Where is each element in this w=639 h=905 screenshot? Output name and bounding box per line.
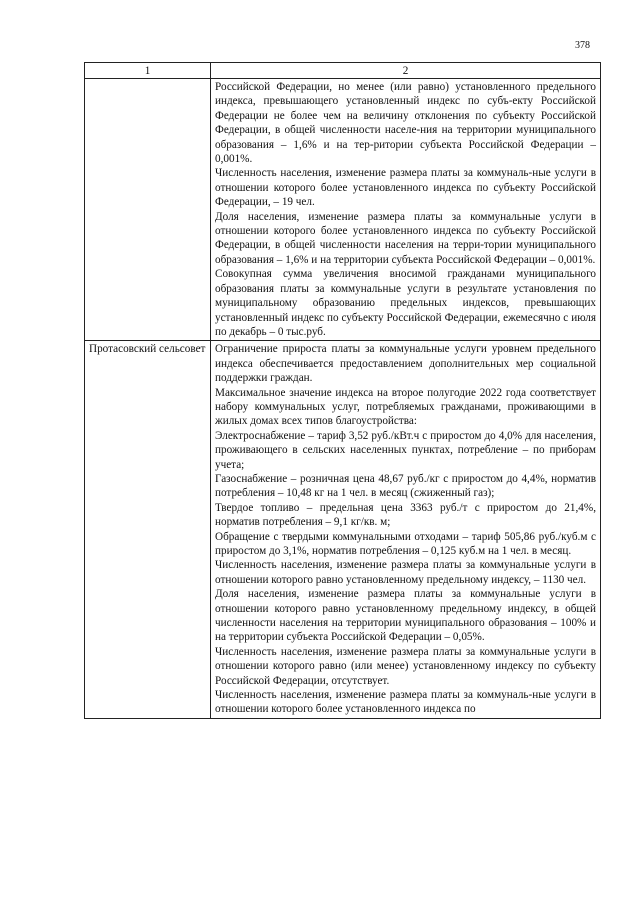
- description-cell: [211, 341, 601, 719]
- description-cell: [211, 79, 601, 341]
- paragraph: Обращение с твердыми коммунальными отходами – тариф 505,86 руб./куб.м с приростом до 3,1%, норматив потребления – 0,125 куб.м на 1 чел. в месяц.: [215, 530, 596, 557]
- municipality-name: Протасовский сельсовет: [89, 343, 206, 356]
- column-header-1: 1: [85, 63, 211, 79]
- paragraph: Доля населения, изменение размера платы за коммунальные услуги в отношении которого равно установленному предельному индексу, в общей численности населения на территории муниципального образования – 100% и на территории субъекта Российской Федерации – 0,05%.: [215, 588, 596, 644]
- paragraph: Численность населения, изменение размера платы за коммунальные услуги в отношении которого равно установленному предельному индексу, – 1130 чел.: [215, 559, 596, 586]
- paragraph: Газоснабжение – розничная цена 48,67 руб./кг с приростом до 4,4%, норматив потребления – 10,48 кг на 1 чел. в месяц (сжиженный газ);: [215, 472, 596, 500]
- paragraph: Численность населения, изменение размера платы за коммунальные услуги в отношении которого равно (или менее) установленному индексу по субъекту Российской Федерации, отсутствует.: [215, 645, 596, 687]
- table-row: [85, 79, 601, 341]
- table-row: [85, 341, 601, 719]
- column-header-2: 2: [211, 63, 601, 79]
- table-header-row: [85, 63, 601, 79]
- paragraph: Электроснабжение – тариф 3,52 руб./кВт.ч с приростом до 4,0% для населения, проживающего в сельских населенных пунктах, потребление – по приборам учета;: [215, 429, 596, 471]
- paragraph: Доля населения, изменение размера платы за коммунальные услуги в отношении которого более установленного индекса по субъекту Российской Федерации, в общей численности населения на терри-тории муниципального образования – 1,6% и на территории субъекта Российской Федерации – 0,001%.: [215, 210, 596, 266]
- paragraph: Совокупная сумма увеличения вносимой гражданами муниципального образования платы за коммунальные услуги в результате установления по муниципальному образованию предельных индексов, превышающих установленный индекс по субъекту Российской Федерации, ежемесячно с июля по декабрь – 0 тыс.руб.: [215, 268, 596, 338]
- municipality-cell: [85, 341, 211, 719]
- paragraph: Российской Федерации, но менее (или равно) установленного предельного индекса, превышающего установленный индекс по субъ-екту Российской Федерации не более чем на величину отклонения по субъекту Российской Федерации, в общей численности населе-ния на территории муниципального образования – 1,6% и на тер-ритории субъекта Российской Федерации – 0,001%.: [215, 81, 596, 166]
- document-table: [84, 62, 601, 719]
- paragraph: Твердое топливо – предельная цена 3363 руб./т с приростом до 21,4%, норматив потребления – 9,1 кг/кв. м;: [215, 501, 596, 529]
- paragraph: Ограничение прироста платы за коммунальные услуги уровнем предельного индекса обеспечивается предоставлением дополнительных мер социальной поддержки граждан.: [215, 343, 596, 385]
- municipality-cell: [85, 79, 211, 341]
- paragraph: Численность населения, изменение размера платы за коммуналь-ные услуги в отношении которого более установленного индекса по субъекту Российской Федерации, – 19 чел.: [215, 167, 596, 209]
- paragraph: Максимальное значение индекса на второе полугодие 2022 года соответствует набору коммунальных услуг, потребляемых гражданами, проживающими в жилых домах всех типов благоустройства:: [215, 386, 596, 428]
- paragraph: Численность населения, изменение размера платы за коммуналь-ные услуги в отношении которого более установленного индекса по: [215, 689, 596, 716]
- page-number: 378: [575, 40, 590, 51]
